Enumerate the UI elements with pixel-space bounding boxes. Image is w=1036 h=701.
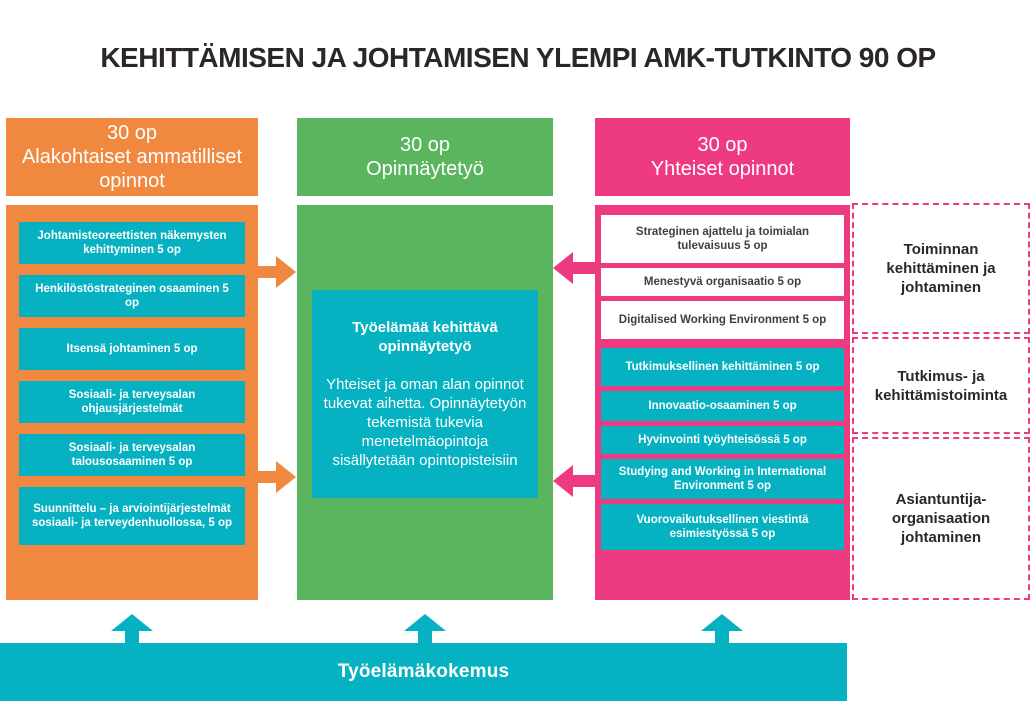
page-title: KEHITTÄMISEN JA JOHTAMISEN YLEMPI AMK-TUTKINTO 90 OP (100, 42, 936, 73)
course-box: Henkilöstöstrateginen osaaminen 5 op (19, 275, 245, 317)
column-header-alakohtaiset (6, 118, 258, 196)
work-experience-bar (0, 643, 847, 701)
course-box: Sosiaali- ja terveysalan ohjausjärjestelmät (19, 381, 245, 423)
course-box: Hyvinvointi työyhteisössä 5 op (601, 426, 844, 454)
arrow-up-icon (404, 614, 446, 644)
arrow-left-icon (553, 465, 595, 497)
column-header-opinnaytetyo (297, 118, 553, 196)
work-experience-label: Työelämäkokemus (337, 661, 510, 682)
category-label-asiantuntija: Asiantuntija-organisaation johtaminen (852, 437, 1030, 600)
category-label-tutkimus: Tutkimus- ja kehittämistoiminta (852, 337, 1030, 434)
arrow-left-icon (553, 252, 595, 284)
column-body-yhteiset (595, 205, 850, 600)
column-credits: 30 op (697, 134, 748, 156)
course-box: Strateginen ajattelu ja toimialan tulevaisuus 5 op (601, 215, 844, 263)
course-box: Vuorovaikutuksellinen viestintä esimiestyössä 5 op (601, 504, 844, 550)
course-box: Studying and Working in International Environment 5 op (601, 459, 844, 499)
column-header-yhteiset (595, 118, 850, 196)
column-credits: 30 op (399, 134, 451, 156)
column-credits: 30 op (106, 122, 158, 144)
column-name: Yhteiset opinnot (650, 158, 795, 180)
column-name: Opinnäytetyö (366, 158, 484, 180)
course-box: Johtamisteoreettisten näkemysten kehittyminen 5 op (19, 222, 245, 264)
column-name: Alakohtaiset ammatilliset opinnot (21, 146, 243, 192)
course-box: Tutkimuksellinen kehittäminen 5 op (601, 348, 844, 386)
thesis-description: Yhteiset ja oman alan opinnot tukevat aihetta. Opinnäytetyön tekemistä tukevia menetelmäopintoja sisällytetään opintopisteisiin (323, 376, 527, 469)
arrow-right-icon (258, 461, 296, 493)
arrow-up-icon (111, 614, 153, 644)
arrow-up-icon (701, 614, 743, 644)
course-box: Suunnittelu – ja arviointijärjestelmät sosiaali- ja terveydenhuollossa, 5 op (19, 487, 245, 545)
thesis-panel (312, 290, 538, 498)
arrow-right-icon (258, 256, 296, 288)
course-box: Menestyvä organisaatio 5 op (601, 268, 844, 296)
course-box: Digitalised Working Environment 5 op (601, 301, 844, 339)
course-box: Itsensä johtaminen 5 op (19, 328, 245, 370)
course-box: Innovaatio-osaaminen 5 op (601, 391, 844, 421)
column-body-alakohtaiset (6, 205, 258, 600)
course-box: Sosiaali- ja terveysalan talousosaaminen 5 op (19, 434, 245, 476)
thesis-title: Työelämää kehittävä opinnäytetyö (352, 319, 498, 355)
category-label-toiminnan-kehittaminen: Toiminnan kehittäminen ja johtaminen (852, 203, 1030, 334)
